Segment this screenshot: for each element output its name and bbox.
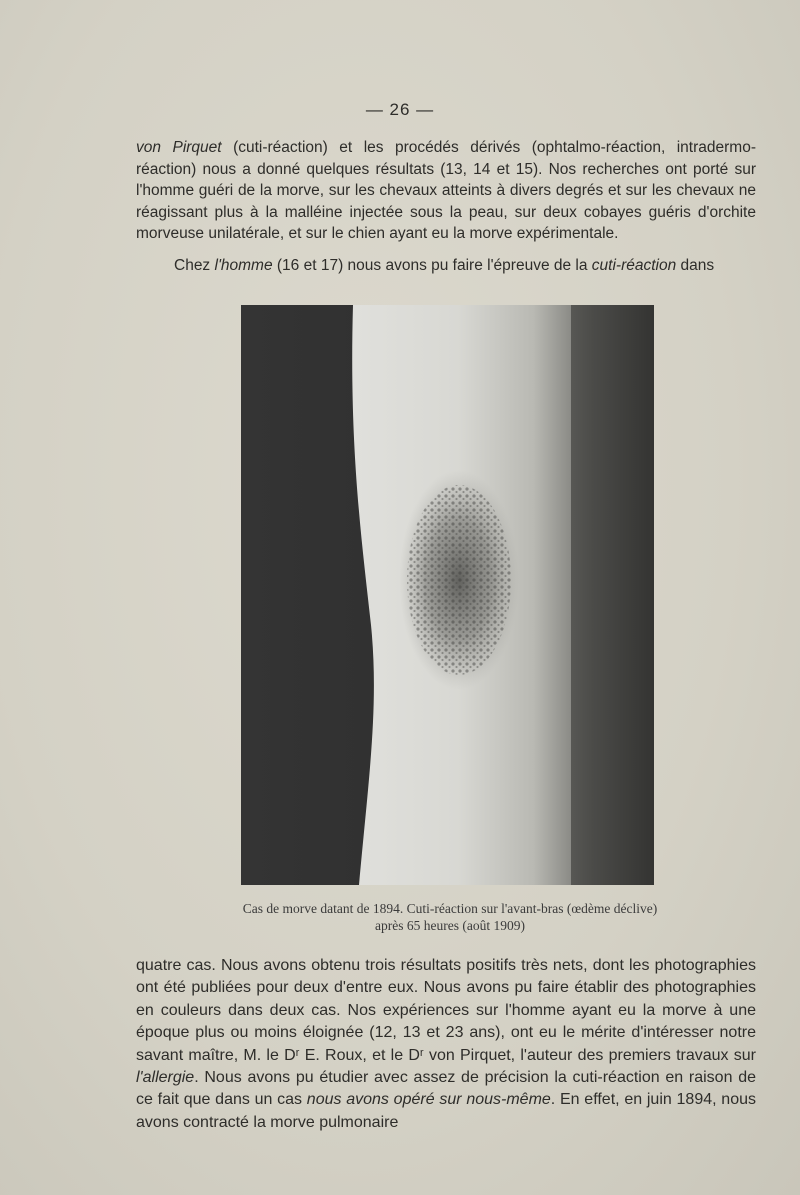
paragraph-intro-text: (cuti-réaction) et les procédés dérivés (ophtalmo-réaction, intradermo-réaction) nous a donné quelques résultats (13, 14 et 15). Nos recherches ont porté sur l'homme guéri de la morve, sur les chevaux atteints à divers degrés et sur les chevaux ne réagissant plus à la malléine injectée sous la peau, sur deux cobayes guéris d'orchite morveuse unilatérale, et sur le chien ayant eu la morve expérimentale. xyxy=(136,139,756,243)
paragraph-homme xyxy=(136,255,756,277)
figure-caption xyxy=(150,900,750,934)
text-span: quatre cas. Nous avons obtenu trois résultats positifs très nets, dont les photographies ont été publiées pour deux d'entre eux. Nous avons pu faire établir des photographies en couleurs dans deux cas. Nos expériences sur l'homme ayant eu la morve à une époque plus ou moins éloignée (12, 13 et 23 ans), ont eu le mérite d'intéresser notre savant maître, M. le Dʳ E. Roux, et le Dʳ von Pirquet, l'auteur des premiers travaux sur xyxy=(136,957,756,1064)
forearm-photograph xyxy=(241,305,654,885)
author-name-italic: von Pirquet xyxy=(136,139,222,156)
caption-line-2: après 65 heures (août 1909) xyxy=(375,918,525,933)
text-span: (16 et 17) nous avons pu faire l'épreuve de la xyxy=(272,257,592,274)
photo-right-shadow xyxy=(571,305,654,885)
text-span: Chez xyxy=(174,257,215,274)
caption-line-1: Cas de morve datant de 1894. Cuti-réaction sur l'avant-bras (œdème déclive) xyxy=(242,901,658,916)
paragraph-cases xyxy=(136,955,756,1134)
italic-term-allergie: l'allergie xyxy=(136,1069,195,1087)
forearm-photo-svg xyxy=(241,305,654,885)
text-span: . En effet, en juin 1894, nous avons contracté la morve pulmonaire xyxy=(136,1091,757,1131)
text-span: dans xyxy=(676,257,715,274)
page-number: — 26 — xyxy=(365,100,435,119)
italic-term-homme: l'homme xyxy=(214,257,273,274)
reaction-papules xyxy=(407,485,511,675)
italic-term-cuti-reaction: cuti-réaction xyxy=(591,257,677,274)
paragraph-intro xyxy=(136,137,756,245)
text-span: . Nous avons pu étudier avec assez de précision la cuti-réaction en raison de ce fait que dans un cas xyxy=(136,1069,756,1109)
italic-term-opere: nous avons opéré sur nous-même xyxy=(306,1091,551,1109)
